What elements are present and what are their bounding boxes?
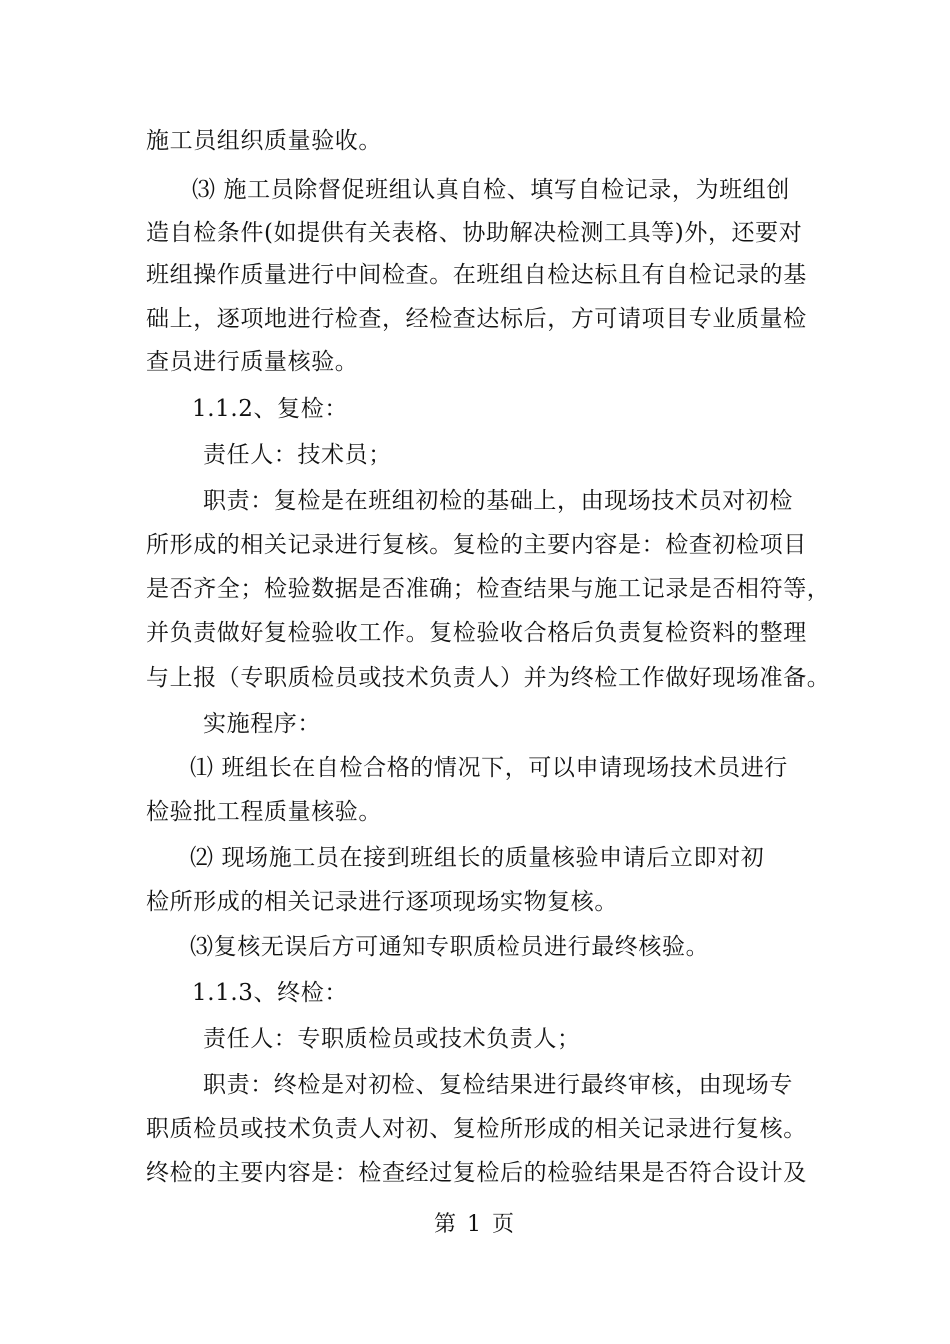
body-text-line: ⑶ 施工员除督促班组认真自检、填写自检记录，为班组创 bbox=[192, 177, 790, 203]
body-text-line: 终检的主要内容是：检查经过复检后的检验结果是否符合设计及 bbox=[146, 1160, 807, 1186]
body-text-line: 班组操作质量进行中间检查。在班组自检达标且有自检记录的基 bbox=[146, 262, 807, 288]
body-text-line: ⑶复核无误后方可通知专职质检员进行最终核验。 bbox=[190, 934, 710, 960]
responsible-person-line: 责任人：技术员； bbox=[203, 442, 392, 468]
body-text-line: 职质检员或技术负责人对初、复检所形成的相关记录进行复核。 bbox=[146, 1116, 807, 1142]
body-text-line: 并负责做好复检验收工作。复检验收合格后负责复检资料的整理 bbox=[146, 620, 807, 646]
body-text-line: 职责：复检是在班组初检的基础上，由现场技术员对初检 bbox=[203, 488, 793, 514]
body-text-line: 造自检条件(如提供有关表格、协助解决检测工具等)外，还要对 bbox=[146, 220, 803, 246]
body-text-line: ⑵ 现场施工员在接到班组长的质量核验申请后立即对初 bbox=[190, 845, 765, 871]
body-text-line: 是否齐全；检验数据是否准确；检查结果与施工记录是否相符等， bbox=[146, 576, 831, 602]
body-text-line: 检验批工程质量核验。 bbox=[146, 799, 382, 825]
responsible-person-line: 责任人：专职质检员或技术负责人； bbox=[203, 1026, 581, 1052]
body-text-line: 职责：终检是对初检、复检结果进行最终审核，由现场专 bbox=[203, 1072, 793, 1098]
body-text-line: 所形成的相关记录进行复核。复检的主要内容是：检查初检项目 bbox=[146, 532, 807, 558]
subheading: 实施程序： bbox=[203, 711, 321, 737]
body-text-line: ⑴ 班组长在自检合格的情况下，可以申请现场技术员进行 bbox=[190, 755, 788, 781]
body-text-line: 与上报（专职质检员或技术负责人）并为终检工作做好现场准备。 bbox=[146, 665, 831, 691]
body-text-line: 查员进行质量核验。 bbox=[146, 349, 359, 375]
section-heading: 1.1.3、终检： bbox=[192, 980, 348, 1006]
body-text-line: 础上，逐项地进行检查，经检查达标后，方可请项目专业质量检 bbox=[146, 306, 807, 332]
body-text-line: 检所形成的相关记录进行逐项现场实物复核。 bbox=[146, 889, 618, 915]
page-number: 第 1 页 bbox=[434, 1212, 516, 1237]
section-heading: 1.1.2、复检： bbox=[192, 396, 348, 422]
body-text-line: 施工员组织质量验收。 bbox=[146, 128, 382, 154]
